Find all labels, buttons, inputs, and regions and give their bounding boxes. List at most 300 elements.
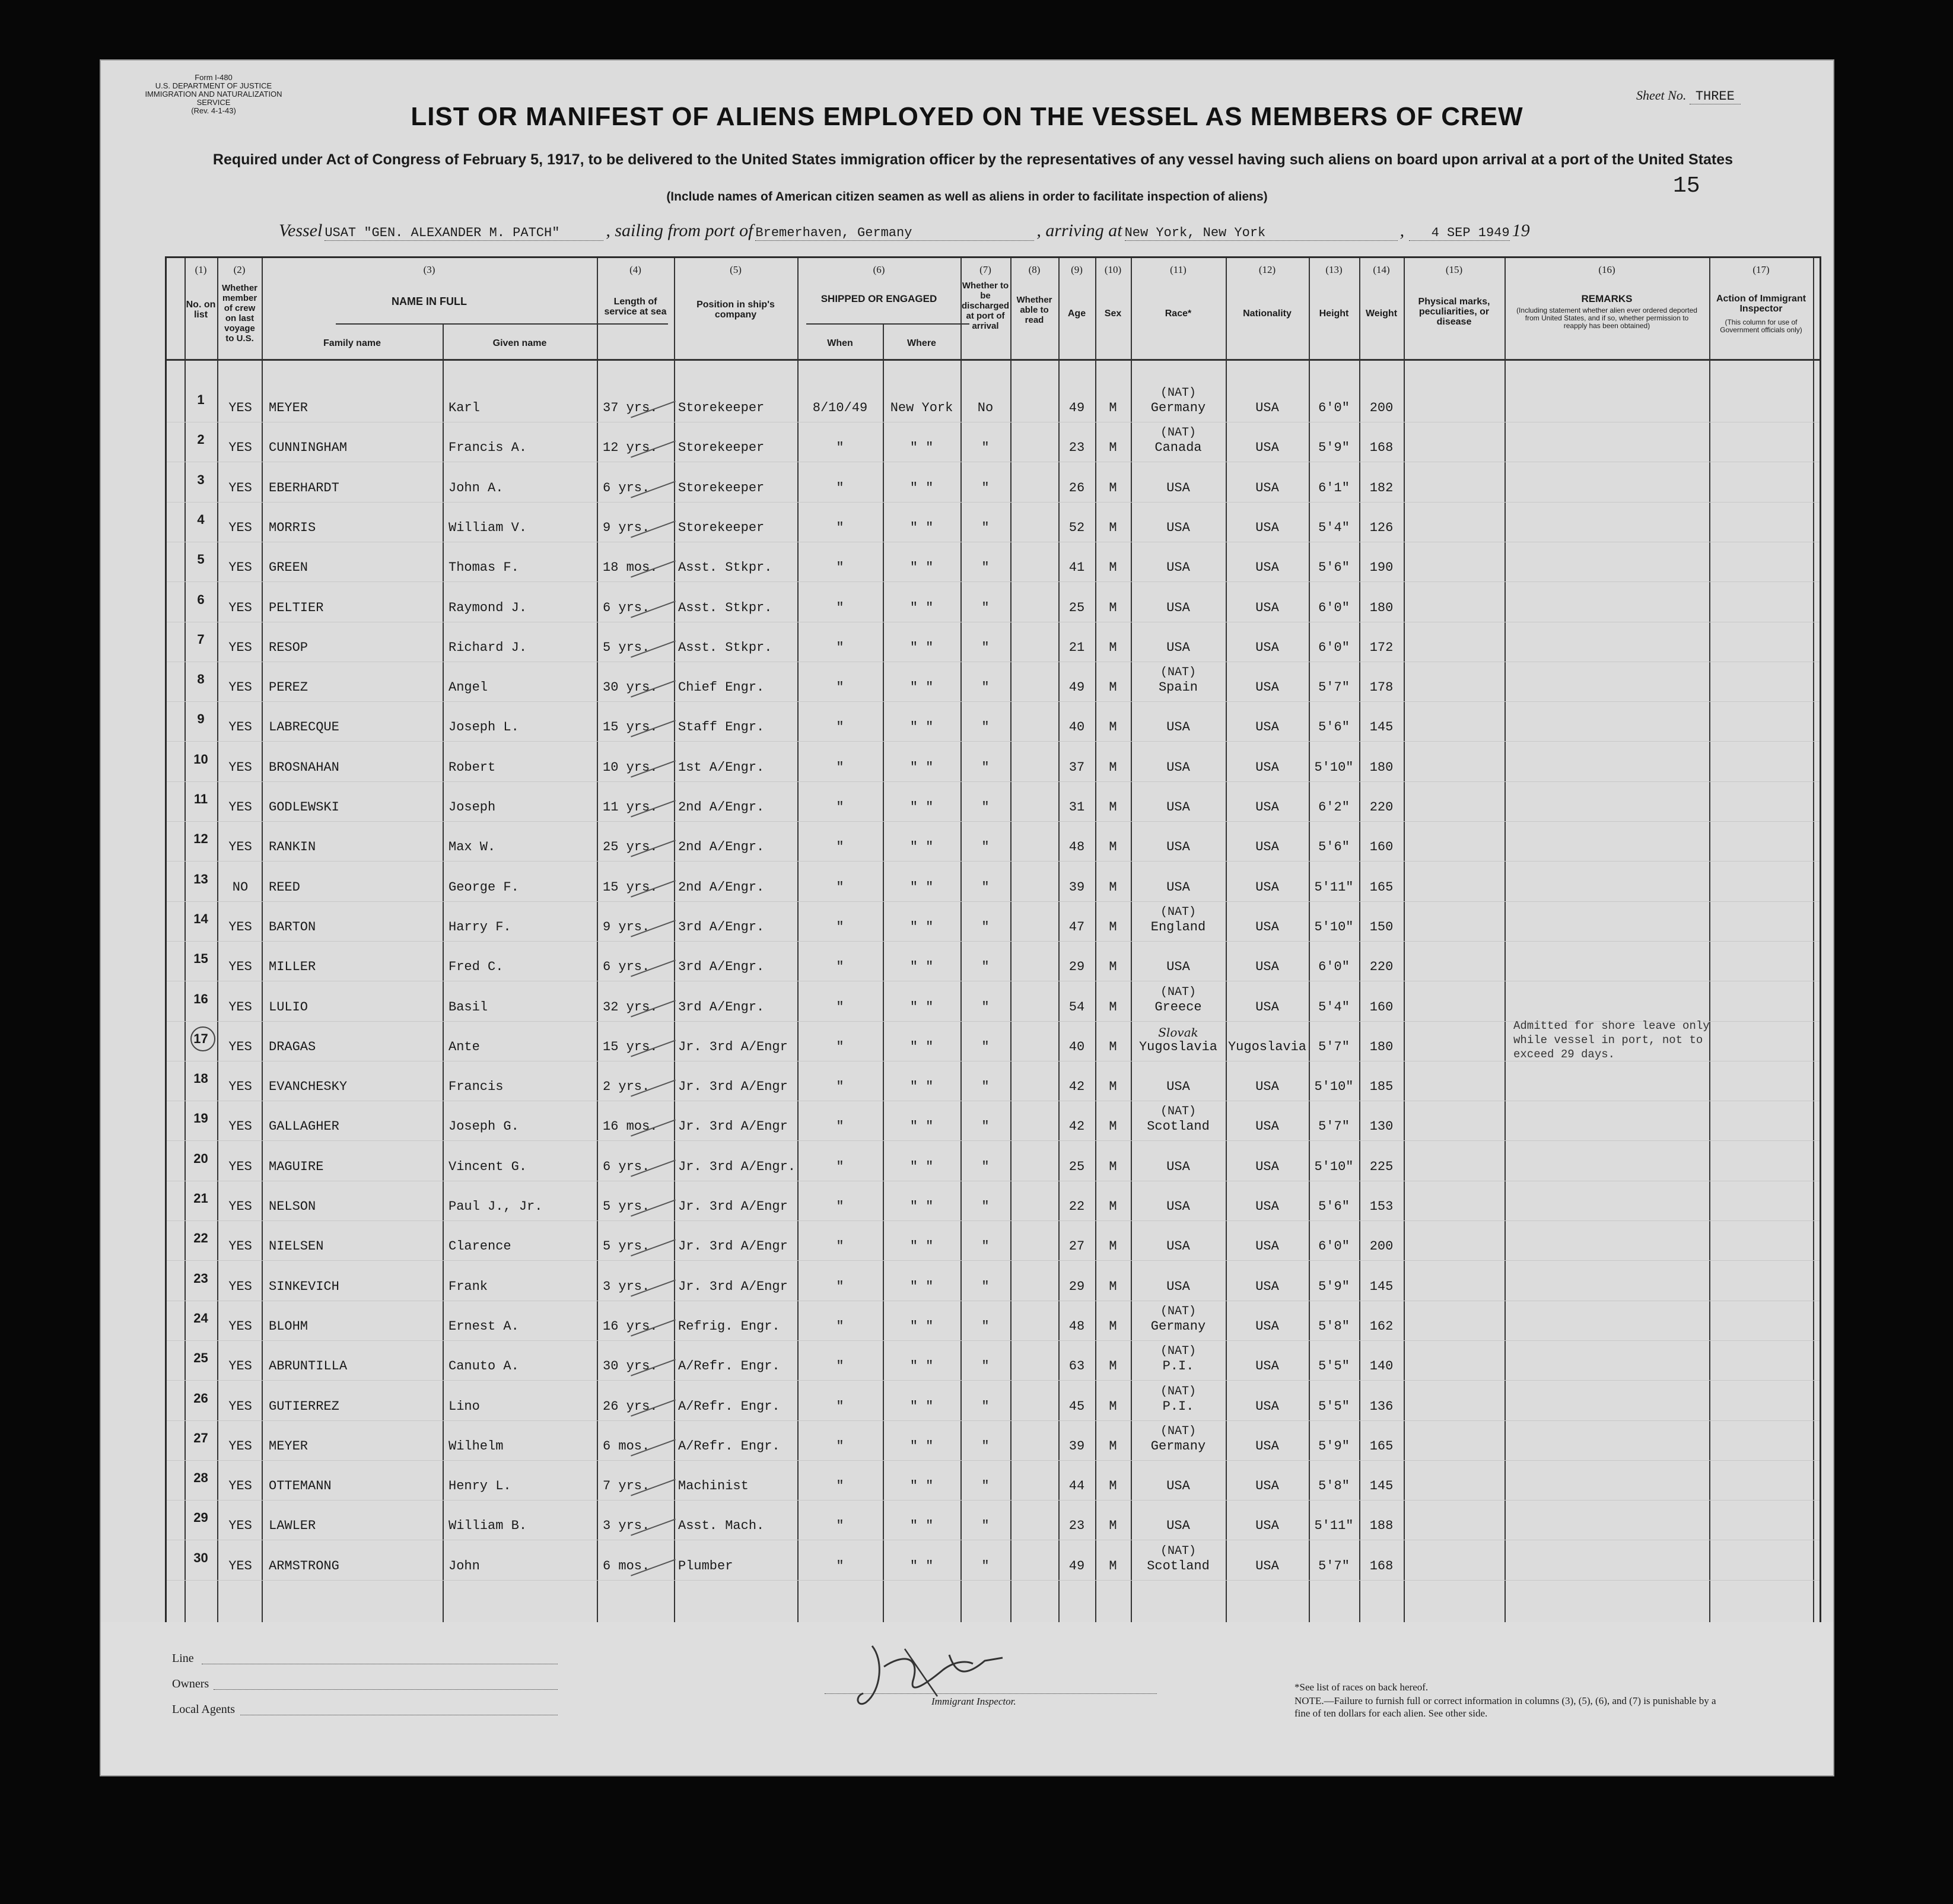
cell-nationality: USA — [1255, 600, 1279, 615]
col-num: (8) — [1028, 264, 1041, 275]
cell-no: 2 — [197, 432, 205, 447]
cell-weight: 200 — [1369, 400, 1394, 415]
cell-position: 1st A/Engr. — [678, 759, 765, 775]
cell-last: YES — [228, 640, 252, 655]
row-rule — [167, 1260, 1820, 1261]
cell-height: 5'10" — [1314, 759, 1354, 775]
form-dept: U.S. DEPARTMENT OF JUSTICE — [155, 81, 272, 90]
cell-service: 26 yrs. — [603, 1398, 658, 1414]
cell-family: REED — [269, 879, 300, 895]
cell-service: 2 yrs. — [603, 1079, 650, 1095]
cell-nationality: USA — [1255, 1079, 1279, 1095]
cell-race: Germany — [1150, 1438, 1206, 1454]
cell-race: P.I. — [1162, 1398, 1194, 1414]
cell-position: 3rd A/Engr. — [678, 999, 765, 1015]
cell-weight: 180 — [1369, 600, 1394, 615]
cell-service: 6 mos. — [603, 1558, 650, 1574]
cell-disch: " — [981, 959, 990, 975]
cell-race-mark: (NAT) — [1160, 1304, 1196, 1318]
cell-when: " — [836, 1039, 844, 1054]
cell-no: 18 — [193, 1071, 208, 1086]
arriving-label: , arriving at — [1036, 221, 1122, 240]
col-header-position: Position in ship's company — [696, 300, 775, 320]
cell-weight: 190 — [1369, 560, 1394, 576]
row-rule — [167, 581, 1820, 582]
cell-age: 48 — [1068, 840, 1085, 855]
col-num: (12) — [1258, 264, 1276, 275]
col-header-action-sub: (This column for use of Government officials only) — [1720, 318, 1802, 334]
cell-position: Jr. 3rd A/Engr — [678, 1039, 788, 1054]
cell-height: 6'0" — [1318, 640, 1350, 655]
sailing-label: , sailing from port of — [606, 221, 753, 240]
manifest-table — [165, 256, 1821, 1626]
cell-weight: 180 — [1369, 1039, 1394, 1054]
cell-when: " — [836, 1119, 844, 1134]
cell-when: " — [836, 480, 844, 495]
cell-given: John — [449, 1558, 480, 1574]
col-header-action: Action of Immigrant Inspector — [1716, 294, 1806, 314]
page-number: 15 — [1673, 173, 1700, 199]
cell-position: 3rd A/Engr. — [678, 919, 765, 934]
cell-where: " " — [909, 1079, 934, 1095]
cell-family: RESOP — [269, 640, 308, 655]
cell-last: YES — [228, 680, 252, 695]
col-num: (17) — [1752, 264, 1770, 275]
cell-service: 9 yrs. — [603, 919, 650, 934]
cell-no: 19 — [193, 1111, 208, 1126]
cell-nationality: USA — [1255, 919, 1279, 934]
races-note: *See list of races on back hereof. — [1294, 1682, 1429, 1693]
cell-when: " — [836, 1359, 844, 1374]
cell-no: 20 — [193, 1150, 208, 1166]
col-num: (14) — [1373, 264, 1390, 275]
cell-family: GREEN — [269, 560, 308, 576]
cell-position: Asst. Mach. — [678, 1518, 765, 1534]
cell-nationality: USA — [1255, 1518, 1279, 1534]
col-header-weight: Weight — [1365, 309, 1398, 319]
name-subdivider — [336, 323, 668, 325]
row-rule — [167, 781, 1820, 782]
cell-disch: " — [981, 1279, 990, 1294]
cell-nationality: USA — [1255, 800, 1279, 815]
cell-service: 12 yrs. — [603, 440, 658, 456]
cell-age: 45 — [1068, 1398, 1085, 1414]
cell-disch: " — [981, 600, 990, 615]
cell-nationality: USA — [1255, 1239, 1279, 1254]
cell-family: BARTON — [269, 919, 316, 934]
cell-age: 39 — [1068, 1438, 1085, 1454]
col-header-name: NAME IN FULL — [392, 295, 467, 307]
cell-position: 2nd A/Engr. — [678, 800, 765, 815]
cell-position: A/Refr. Engr. — [678, 1359, 780, 1374]
cell-service: 6 yrs. — [603, 1159, 650, 1174]
cell-race: USA — [1166, 520, 1190, 535]
cell-height: 5'8" — [1318, 1318, 1350, 1334]
cell-weight: 165 — [1369, 1438, 1394, 1454]
cell-service: 6 yrs. — [603, 600, 650, 615]
page-title: LIST OR MANIFEST OF ALIENS EMPLOYED ON THE VESSEL AS MEMBERS OF CREW — [411, 102, 1523, 131]
cell-no: 28 — [193, 1470, 208, 1486]
cell-position: Jr. 3rd A/Engr — [678, 1199, 788, 1214]
cell-given: Henry L. — [449, 1479, 511, 1494]
cell-age: 49 — [1068, 400, 1085, 415]
cell-age: 40 — [1068, 720, 1085, 735]
cell-disch: " — [981, 919, 990, 934]
cell-where: " " — [909, 999, 934, 1015]
cell-given: Thomas F. — [449, 560, 519, 576]
cell-where: " " — [909, 1518, 934, 1534]
cell-height: 5'7" — [1318, 1039, 1350, 1054]
cell-weight: 200 — [1369, 1239, 1394, 1254]
sheet-label: Sheet No. — [1636, 88, 1687, 103]
cell-where: " " — [909, 600, 934, 615]
cell-position: Asst. Stkpr. — [678, 640, 772, 655]
cell-weight: 225 — [1369, 1159, 1394, 1174]
cell-when: " — [836, 560, 844, 576]
cell-given: Robert — [449, 759, 496, 775]
cell-race-mark: (NAT) — [1160, 985, 1196, 999]
cell-when: " — [836, 959, 844, 975]
cell-when: " — [836, 1239, 844, 1254]
cell-age: 49 — [1068, 1558, 1085, 1574]
row-rule — [167, 502, 1820, 503]
cell-where: " " — [909, 680, 934, 695]
cell-race-mark: (NAT) — [1160, 666, 1196, 680]
cell-family: OTTEMANN — [269, 1479, 332, 1494]
cell-service: 16 yrs. — [603, 1318, 658, 1334]
cell-when: " — [836, 1079, 844, 1095]
cell-position: Jr. 3rd A/Engr — [678, 1119, 788, 1134]
col-header-last-voyage: Whether member of crew on last voyage to U.S. — [222, 283, 257, 344]
cell-service: 15 yrs. — [603, 720, 658, 735]
cell-weight: 172 — [1369, 640, 1394, 655]
cell-nationality: USA — [1255, 520, 1279, 535]
cell-age: 39 — [1068, 879, 1085, 895]
cell-where: " " — [909, 520, 934, 535]
cell-height: 6'0" — [1318, 600, 1350, 615]
cell-when: 8/10/49 — [812, 400, 868, 415]
cell-sex: M — [1109, 840, 1117, 855]
cell-weight: 140 — [1369, 1359, 1394, 1374]
cell-last: YES — [228, 1279, 252, 1294]
cell-height: 6'0" — [1318, 1239, 1350, 1254]
cell-given: Ante — [449, 1039, 480, 1054]
cell-nationality: USA — [1255, 1479, 1279, 1494]
cell-given: John A. — [449, 480, 504, 495]
cell-sex: M — [1109, 440, 1117, 456]
cell-last: YES — [228, 720, 252, 735]
cell-when: " — [836, 520, 844, 535]
form-number: Form I-480 — [195, 73, 233, 82]
cell-race: USA — [1166, 840, 1190, 855]
manifest-sheet — [100, 59, 1834, 1776]
cell-disch: " — [981, 1479, 990, 1494]
cell-sex: M — [1109, 879, 1117, 895]
cell-last: YES — [228, 1039, 252, 1054]
cell-service: 5 yrs. — [603, 640, 650, 655]
cell-disch: No — [977, 400, 994, 415]
cell-when: " — [836, 840, 844, 855]
cell-sex: M — [1109, 640, 1117, 655]
cell-family: PELTIER — [269, 600, 324, 615]
cell-last: YES — [228, 1479, 252, 1494]
col-header-nationality: Nationality — [1243, 309, 1292, 319]
cell-height: 5'5" — [1318, 1398, 1350, 1414]
col-header-given: Given name — [492, 338, 547, 348]
cell-height: 6'0" — [1318, 959, 1350, 975]
cell-sex: M — [1109, 400, 1117, 415]
cell-where: " " — [909, 480, 934, 495]
row-rule — [167, 1340, 1820, 1341]
cell-weight: 130 — [1369, 1119, 1394, 1134]
cell-sex: M — [1109, 1398, 1117, 1414]
cell-race: USA — [1166, 560, 1190, 576]
row-rule — [167, 1580, 1820, 1581]
cell-race: Scotland — [1147, 1558, 1210, 1574]
cell-family: MORRIS — [269, 520, 316, 535]
cell-age: 25 — [1068, 1159, 1085, 1174]
cell-where: " " — [909, 800, 934, 815]
cell-weight: 153 — [1369, 1199, 1394, 1214]
col-num: (5) — [730, 264, 742, 275]
cell-race-mark: (NAT) — [1160, 426, 1196, 440]
cell-nationality: USA — [1255, 1558, 1279, 1574]
cell-nationality: USA — [1255, 1359, 1279, 1374]
cell-sex: M — [1109, 720, 1117, 735]
cell-height: 5'6" — [1318, 840, 1350, 855]
cell-family: ABRUNTILLA — [269, 1359, 348, 1374]
cell-no: 17 — [193, 1031, 208, 1046]
cell-nationality: USA — [1255, 1398, 1279, 1414]
cell-age: 49 — [1068, 680, 1085, 695]
cell-service: 10 yrs. — [603, 759, 658, 775]
cell-sex: M — [1109, 560, 1117, 576]
cell-position: A/Refr. Engr. — [678, 1438, 780, 1454]
cell-last: YES — [228, 1199, 252, 1214]
cell-no: 11 — [193, 792, 208, 806]
cell-given: Canuto A. — [449, 1359, 519, 1374]
cell-when: " — [836, 1199, 844, 1214]
cell-last: YES — [228, 840, 252, 855]
arrival-date: 4 SEP 1949 — [1409, 225, 1510, 241]
cell-age: 29 — [1068, 959, 1085, 975]
cell-disch: " — [981, 999, 990, 1015]
cell-race: USA — [1166, 879, 1190, 895]
cell-height: 5'10" — [1314, 1159, 1354, 1174]
cell-nationality: USA — [1255, 680, 1279, 695]
col-header-family: Family name — [323, 338, 381, 348]
row-rule — [167, 821, 1820, 822]
col-num: (15) — [1445, 264, 1463, 275]
vessel-line: Vessel USAT "GEN. ALEXANDER M. PATCH" , sailing from port of Bremerhaven, Germany , arriving at New York, New York , 4 SEP 1949 19 — [279, 221, 1530, 240]
cell-given: George F. — [449, 879, 519, 895]
row-rule — [167, 741, 1820, 742]
cell-no: 16 — [193, 991, 208, 1006]
agents-label: Local Agents — [172, 1703, 236, 1716]
cell-service: 37 yrs. — [603, 400, 658, 415]
cell-age: 22 — [1068, 1199, 1085, 1214]
cell-position: Refrig. Engr. — [678, 1318, 780, 1334]
cell-race: USA — [1166, 1479, 1190, 1494]
cell-age: 23 — [1068, 1518, 1085, 1534]
cell-no: 21 — [193, 1191, 208, 1206]
cell-service: 9 yrs. — [603, 520, 650, 535]
cell-disch: " — [981, 1438, 990, 1454]
cell-weight: 168 — [1369, 440, 1394, 456]
cell-race: USA — [1166, 800, 1190, 815]
cell-when: " — [836, 759, 844, 775]
cell-sex: M — [1109, 1199, 1117, 1214]
row-rule — [167, 861, 1820, 862]
cell-where: " " — [909, 840, 934, 855]
cell-last: NO — [232, 879, 249, 895]
cell-race: Germany — [1150, 400, 1206, 415]
cell-last: YES — [228, 1159, 252, 1174]
cell-age: 42 — [1068, 1079, 1085, 1095]
cell-weight: 136 — [1369, 1398, 1394, 1414]
cell-position: Storekeeper — [678, 440, 765, 456]
cell-no: 25 — [193, 1350, 208, 1366]
cell-height: 5'6" — [1318, 720, 1350, 735]
cell-given: Francis A. — [449, 440, 527, 456]
cell-disch: " — [981, 480, 990, 495]
cell-age: 54 — [1068, 999, 1085, 1015]
cell-no: 8 — [197, 672, 205, 687]
cell-sex: M — [1109, 1359, 1117, 1374]
cell-no: 15 — [193, 951, 208, 967]
cell-age: 42 — [1068, 1119, 1085, 1134]
cell-service: 18 mos. — [603, 560, 658, 576]
cell-family: BLOHM — [269, 1318, 308, 1334]
cell-position: Plumber — [678, 1558, 733, 1574]
cell-nationality: USA — [1255, 1159, 1279, 1174]
cell-when: " — [836, 919, 844, 934]
year-prefix: 19 — [1512, 221, 1530, 240]
cell-disch: " — [981, 440, 990, 456]
cell-family: MAGUIRE — [269, 1159, 324, 1174]
cell-family: SINKEVICH — [269, 1279, 339, 1294]
cell-weight: 180 — [1369, 759, 1394, 775]
cell-age: 26 — [1068, 480, 1085, 495]
cell-sex: M — [1109, 800, 1117, 815]
cell-sex: M — [1109, 1438, 1117, 1454]
cell-age: 63 — [1068, 1359, 1085, 1374]
col-header-when: When — [827, 338, 853, 348]
cell-race-mark: (NAT) — [1160, 1344, 1196, 1359]
cell-given: Fred C. — [449, 959, 504, 975]
cell-weight: 162 — [1369, 1318, 1394, 1334]
cell-family: MEYER — [269, 400, 308, 415]
cell-sex: M — [1109, 1079, 1117, 1095]
cell-weight: 188 — [1369, 1518, 1394, 1534]
cell-where: " " — [909, 1159, 934, 1174]
cell-given: Karl — [449, 400, 480, 415]
cell-sex: M — [1109, 480, 1117, 495]
cell-disch: " — [981, 640, 990, 655]
cell-position: Storekeeper — [678, 480, 765, 495]
cell-service: 5 yrs. — [603, 1199, 650, 1214]
cell-disch: " — [981, 720, 990, 735]
sheet-number — [1636, 88, 1741, 104]
cell-sex: M — [1109, 999, 1117, 1015]
owners-field — [214, 1689, 558, 1690]
cell-family: CUNNINGHAM — [269, 440, 348, 456]
cell-when: " — [836, 999, 844, 1015]
cell-family: EBERHARDT — [269, 480, 339, 495]
line-label: Line — [172, 1652, 194, 1665]
cell-given: Vincent G. — [449, 1159, 527, 1174]
cell-family: RANKIN — [269, 840, 316, 855]
cell-no: 29 — [193, 1510, 208, 1525]
cell-disch: " — [981, 1359, 990, 1374]
cell-height: 5'10" — [1314, 919, 1354, 934]
cell-given: Angel — [449, 680, 488, 695]
cell-sex: M — [1109, 1318, 1117, 1334]
form-rev: (Rev. 4-1-43) — [191, 106, 236, 115]
cell-given: Wilhelm — [449, 1438, 504, 1454]
cell-given: Joseph — [449, 800, 496, 815]
cell-race: USA — [1166, 1239, 1190, 1254]
cell-weight: 145 — [1369, 720, 1394, 735]
cell-disch: " — [981, 560, 990, 576]
cell-nationality: USA — [1255, 560, 1279, 576]
cell-when: " — [836, 1159, 844, 1174]
cell-family: PEREZ — [269, 680, 308, 695]
cell-height: 5'5" — [1318, 1359, 1350, 1374]
cell-service: 15 yrs. — [603, 1039, 658, 1054]
cell-family: LABRECQUE — [269, 720, 339, 735]
cell-weight: 165 — [1369, 879, 1394, 895]
cell-service: 6 yrs. — [603, 480, 650, 495]
cell-nationality: USA — [1255, 959, 1279, 975]
cell-given: Clarence — [449, 1239, 511, 1254]
cell-sex: M — [1109, 959, 1117, 975]
cell-last: YES — [228, 1119, 252, 1134]
cell-sex: M — [1109, 520, 1117, 535]
cell-family: GUTIERREZ — [269, 1398, 339, 1414]
cell-no: 9 — [197, 711, 205, 727]
cell-age: 37 — [1068, 759, 1085, 775]
col-header-race: Race* — [1165, 309, 1192, 319]
cell-family: BROSNAHAN — [269, 759, 339, 775]
cell-service: 6 yrs. — [603, 959, 650, 975]
cell-service: 11 yrs. — [603, 800, 658, 815]
cell-height: 5'11" — [1314, 879, 1354, 895]
row-rule — [167, 1460, 1820, 1461]
form-service: IMMIGRATION AND NATURALIZATION SERVICE — [145, 90, 282, 107]
cell-no: 7 — [197, 631, 205, 647]
cell-weight: 160 — [1369, 999, 1394, 1015]
cell-disch: " — [981, 879, 990, 895]
cell-when: " — [836, 1438, 844, 1454]
cell-no: 14 — [193, 911, 208, 926]
owners-label: Owners — [172, 1677, 209, 1690]
cell-age: 23 — [1068, 440, 1085, 456]
cell-sex: M — [1109, 1279, 1117, 1294]
cell-given: Max W. — [449, 840, 496, 855]
cell-given: William B. — [449, 1518, 527, 1534]
inspector-field — [825, 1693, 1157, 1694]
row-rule — [167, 1420, 1820, 1421]
remark-shore-leave: Admitted for shore leave only while vessel in port, not to exceed 29 days. — [1513, 1019, 1710, 1061]
cell-sex: M — [1109, 1119, 1117, 1134]
cell-service: 25 yrs. — [603, 840, 658, 855]
cell-disch: " — [981, 1558, 990, 1574]
cell-height: 5'8" — [1318, 1479, 1350, 1494]
cell-disch: " — [981, 1039, 990, 1054]
cell-given: Ernest A. — [449, 1318, 519, 1334]
col-num: (1) — [195, 264, 207, 275]
